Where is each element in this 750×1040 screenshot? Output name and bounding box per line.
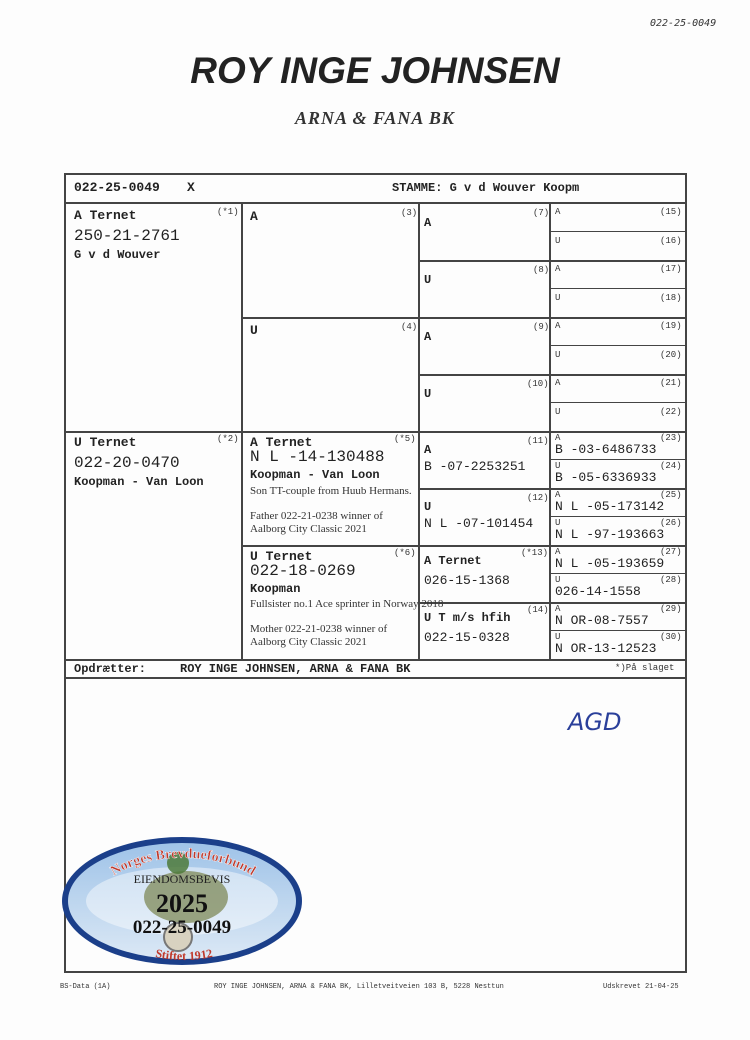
sire-note_marker-text: (*1): [217, 207, 239, 217]
gen2-3-sex-text: U Ternet: [250, 549, 313, 564]
seal-year: 2025: [156, 889, 208, 918]
gen4-13-ring-text: 026-14-1558: [555, 584, 641, 599]
gen4-0-num-text: (15): [660, 207, 682, 217]
gen4-15-sex-text: U: [555, 632, 561, 642]
gen4-0-sex-text: A: [555, 207, 561, 217]
gen2-2-ring-text: N L -14-130488: [250, 448, 385, 466]
gen4-5-sex-text: U: [555, 350, 561, 360]
handwritten-note: AGD: [568, 708, 622, 736]
gen4-12-num-text: (27): [660, 547, 682, 557]
gen3-6-sex-text: A Ternet: [424, 554, 482, 568]
gen4-9-sex-text: U: [555, 461, 561, 471]
seal-top-text: Norges Brevdueforbund: [108, 846, 258, 880]
gen4-10-ring-text: N L -05-173142: [555, 499, 665, 514]
gen2-2-strain-text: Koopman - Van Loon: [250, 468, 380, 482]
gen3-5-ring-text: N L -07-101454: [424, 516, 534, 531]
gen2-0-sex-text: A: [250, 209, 258, 224]
gen3-7-sex-text: U T m/s hfih: [424, 611, 511, 625]
gen4-6-sex-text: A: [555, 378, 561, 388]
gen4-10-num-text: (25): [660, 490, 682, 500]
sire-sex-text: A Ternet: [74, 208, 137, 223]
header-sex: X: [187, 180, 195, 195]
gen2-0-num-text: (3): [401, 208, 418, 218]
sire-strain-text: G v d Wouver: [74, 248, 161, 262]
gen3-5-sex-text: U: [424, 500, 432, 514]
gen4-14-num-text: (29): [660, 604, 682, 614]
gen4-4-sex-text: A: [555, 321, 561, 331]
owner-name: ROY INGE JOHNSEN: [190, 50, 560, 91]
seal-title: EIENDOMSBEVIS: [133, 872, 231, 886]
gen4-15-ring-text: N OR-13-12523: [555, 641, 657, 656]
gen3-0-num-text: (7): [533, 208, 550, 218]
gen3-1-sex-text: U: [424, 273, 432, 287]
gen4-8-num-text: (23): [660, 433, 682, 443]
dam-ring-text: 022-20-0470: [74, 454, 180, 472]
club-name: ARNA & FANA BK: [295, 108, 455, 128]
gen4-15-num-text: (30): [660, 632, 682, 642]
gen3-2-sex-text: A: [424, 330, 432, 344]
gen4-3-num-text: (18): [660, 293, 682, 303]
gen4-11-num-text: (26): [660, 518, 682, 528]
gen2-3-note2-text: Mother 022-21-0238 winner of Aalborg City Classic 2021: [250, 623, 388, 648]
gen3-3-sex-text: U: [424, 387, 432, 401]
gen2-2-note2-text: Father 022-21-0238 winner of Aalborg City Classic 2021: [250, 510, 383, 535]
gen3-3-num-text: (10): [527, 379, 549, 389]
sire-ring-text: 250-21-2761: [74, 227, 180, 245]
gen4-13-num-text: (28): [660, 575, 682, 585]
gen2-2-note1-text: Son TT-couple from Huub Hermans.: [250, 485, 412, 497]
gen4-10-sex-text: A: [555, 490, 561, 500]
dam-note_marker-text: (*2): [217, 434, 239, 444]
footer-printed: Udskrevet 21-04-25: [603, 983, 679, 991]
gen4-11-sex-text: U: [555, 518, 561, 528]
gen3-4-num-text: (11): [527, 436, 549, 446]
gen4-8-ring-text: B -03-6486733: [555, 442, 657, 457]
gen4-14-ring-text: N OR-08-7557: [555, 613, 649, 628]
gen4-12-ring-text: N L -05-193659: [555, 556, 665, 571]
header-ring: 022-25-0049: [74, 180, 160, 195]
breeder-label: Opdrætter:: [74, 662, 147, 676]
gen3-1-num-text: (8): [533, 265, 550, 275]
gen4-12-sex-text: A: [555, 547, 561, 557]
gen4-9-ring-text: B -05-6336933: [555, 470, 657, 485]
gen2-3-num-text: (*6): [394, 548, 416, 558]
footer-source: BS-Data (1A): [60, 983, 111, 991]
gen4-5-num-text: (20): [660, 350, 682, 360]
gen4-3-sex-text: U: [555, 293, 561, 303]
gen3-7-num-text: (14): [527, 605, 549, 615]
gen3-6-ring-text: 026-15-1368: [424, 573, 510, 588]
gen3-4-ring-text: B -07-2253251: [424, 459, 526, 474]
gen3-6-num-text: (*13): [521, 548, 549, 558]
header-strain: STAMME: G v d Wouver Koopm: [392, 181, 580, 195]
dam-strain-text: Koopman - Van Loon: [74, 475, 204, 489]
gen4-7-num-text: (22): [660, 407, 682, 417]
gen4-6-num-text: (21): [660, 378, 682, 388]
breeder-value: ROY INGE JOHNSEN, ARNA & FANA BK: [180, 662, 411, 676]
on-loft-note: *)På slaget: [615, 663, 675, 673]
gen4-2-num-text: (17): [660, 264, 682, 274]
gen4-1-sex-text: U: [555, 236, 561, 246]
gen4-4-num-text: (19): [660, 321, 682, 331]
gen2-3-ring-text: 022-18-0269: [250, 562, 356, 580]
gen2-2-num-text: (*5): [394, 434, 416, 444]
gen2-1-sex-text: U: [250, 323, 258, 338]
gen4-14-sex-text: A: [555, 604, 561, 614]
ownership-seal: [58, 833, 306, 969]
gen2-1-num-text: (4): [401, 322, 418, 332]
gen3-7-ring-text: 022-15-0328: [424, 630, 510, 645]
gen4-8-sex-text: A: [555, 433, 561, 443]
seal-ring: 022-25-0049: [132, 917, 232, 938]
footer-address: ROY INGE JOHNSEN, ARNA & FANA BK, Lilletveitveien 103 B, 5228 Nesttun: [214, 983, 504, 991]
seal-bottom-text: Stiftet 1912: [154, 946, 214, 963]
gen4-9-num-text: (24): [660, 461, 682, 471]
gen4-13-sex-text: U: [555, 575, 561, 585]
gen2-3-note1-text: Fullsister no.1 Ace sprinter in Norway 2018: [250, 598, 444, 610]
gen3-5-num-text: (12): [527, 493, 549, 503]
gen4-11-ring-text: N L -97-193663: [555, 527, 665, 542]
gen3-4-sex-text: A: [424, 443, 432, 457]
gen4-2-sex-text: A: [555, 264, 561, 274]
gen4-1-num-text: (16): [660, 236, 682, 246]
gen3-0-sex-text: A: [424, 216, 432, 230]
gen2-3-strain-text: Koopman: [250, 582, 301, 596]
gen4-7-sex-text: U: [555, 407, 561, 417]
gen2-2-sex-text: A Ternet: [250, 435, 313, 450]
gen3-2-num-text: (9): [533, 322, 550, 332]
dam-sex-text: U Ternet: [74, 435, 137, 450]
document-id: 022-25-0049: [650, 18, 717, 29]
